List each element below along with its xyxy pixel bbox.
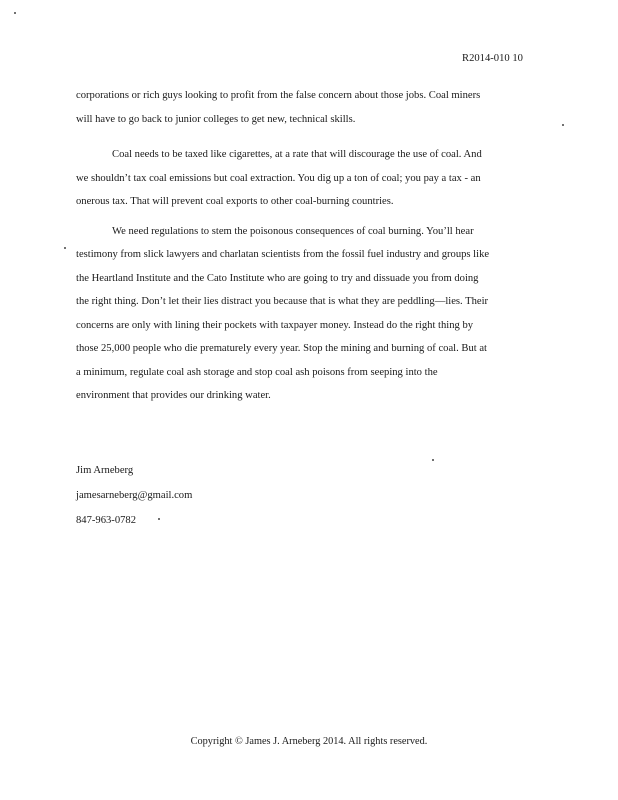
text-line: we shouldn’t tax coal emissions but coal extraction. You dig up a ton of coal; you pay a tax - an <box>76 172 481 184</box>
paragraph-1 <box>76 84 546 131</box>
scan-speck <box>14 12 16 14</box>
text-line: onerous tax. That will prevent coal exports to other coal-burning countries. <box>76 196 394 207</box>
letter-body <box>76 84 546 408</box>
text-line: the Heartland Institute and the Cato Institute who are going to try and dissuade you from doing <box>76 272 479 284</box>
text-line: environment that provides our drinking water. <box>76 390 271 401</box>
text-line: concerns are only with lining their pockets with taxpayer money. Instead do the right thing by <box>76 319 474 331</box>
text-line: a minimum, regulate coal ash storage and stop coal ash poisons from seeping into the <box>76 366 438 378</box>
paragraph-3 <box>76 220 546 408</box>
scan-speck <box>432 459 434 461</box>
document-id-header: R2014-010 10 <box>462 53 523 64</box>
scan-speck <box>64 247 66 249</box>
scan-speck <box>562 124 564 126</box>
signature-name: Jim Arneberg <box>76 465 134 476</box>
text-line: the right thing. Don’t let their lies distract you because that is what they are peddling—lies. Their <box>76 296 489 307</box>
text-line: those 25,000 people who die prematurely every year. Stop the mining and burning of coal. But at <box>76 343 487 354</box>
text-line: We need regulations to stem the poisonous consequences of coal burning. You’ll hear <box>112 225 474 237</box>
signature-email: jamesarneberg@gmail.com <box>76 490 193 501</box>
signature-block <box>76 458 376 533</box>
text-line: corporations or rich guys looking to profit from the false concern about those jobs. Coal miners <box>76 90 481 101</box>
copyright-footer: Copyright © James J. Arneberg 2014. All rights reserved. <box>190 736 428 747</box>
signature-phone: 847-963-0782 <box>76 515 137 526</box>
text-line: testimony from slick lawyers and charlatan scientists from the fossil fuel industry and groups like <box>76 249 490 260</box>
text-line: Coal needs to be taxed like cigarettes, at a rate that will discourage the use of coal. And <box>112 149 482 160</box>
paragraph-gap <box>76 131 546 143</box>
paragraph-2 <box>76 143 546 214</box>
text-line: will have to go back to junior colleges to get new, technical skills. <box>76 113 356 125</box>
